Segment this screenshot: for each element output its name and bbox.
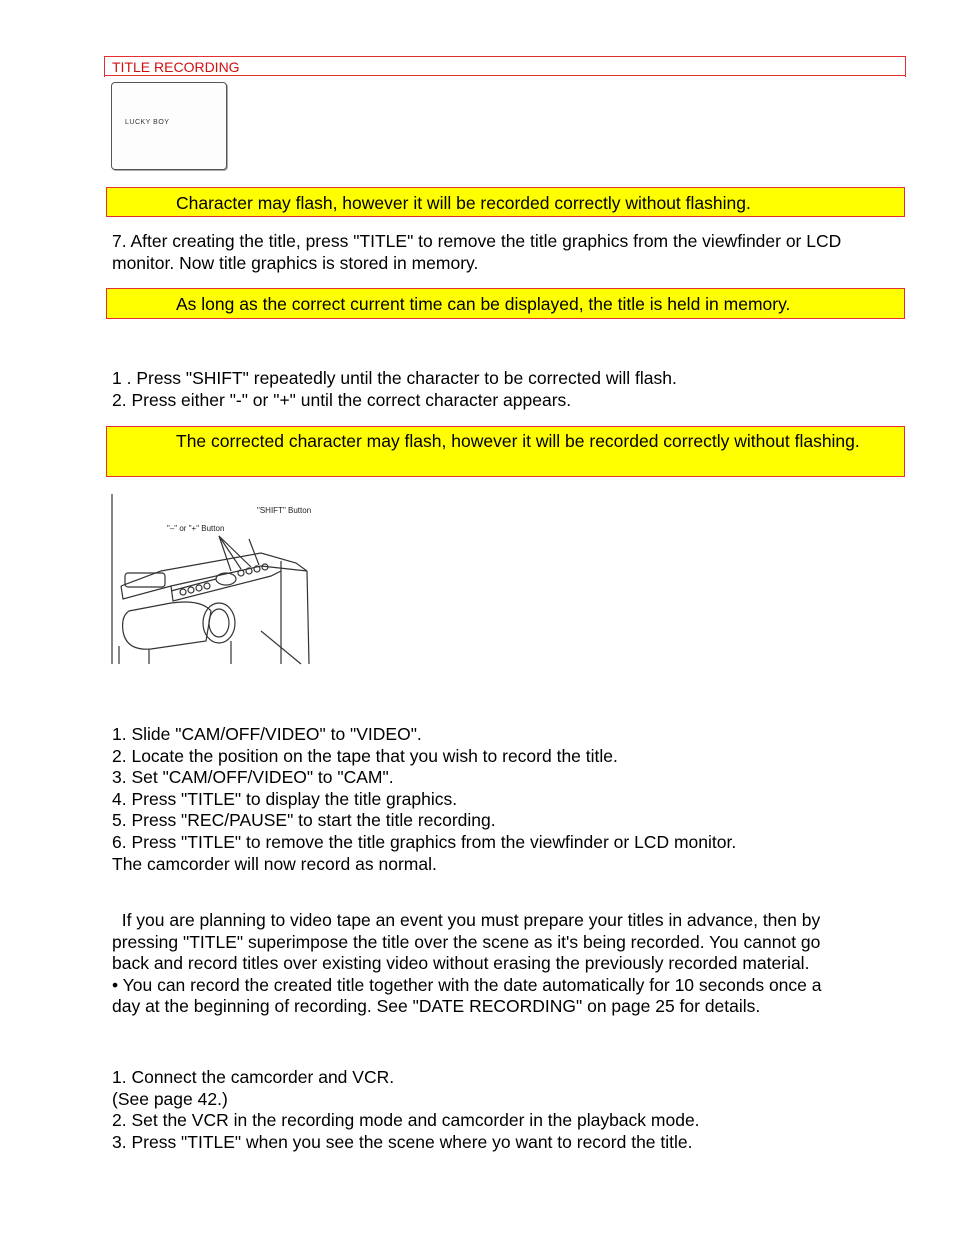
lcd-screen-illustration (111, 82, 227, 170)
record-steps (112, 724, 912, 875)
note-corrected (106, 426, 905, 477)
record-step: 3. Set "CAM/OFF/VIDEO" to "CAM". (112, 767, 394, 788)
record-step: 1. Slide "CAM/OFF/VIDEO" to "VIDEO". (112, 724, 422, 744)
vcr-step: 3. Press "TITLE" when you see the scene where yo want to record the title. (112, 1131, 693, 1152)
note-corrected-text: The corrected character may flash, however it will be recorded correctly without flashing. (176, 431, 860, 451)
section-title: TITLE RECORDING (112, 59, 240, 75)
note-memory (106, 288, 905, 319)
advice-line: back and record titles over existing video without erasing the previously recorded material. (112, 953, 810, 974)
plus-minus-button-label: "–" or "+" Button (167, 524, 225, 533)
step-7-line-1: 7. After creating the title, press "TITLE" to remove the title graphics from the viewfinder or LCD (112, 231, 842, 251)
step-7-paragraph (112, 231, 912, 274)
correction-steps (112, 368, 912, 411)
advice-line: • You can record the created title together with the date automatically for 10 seconds once a (112, 974, 822, 995)
camcorder-drawing (111, 491, 311, 666)
advice-paragraph (112, 910, 912, 1018)
shift-button-label: "SHIFT" Button (257, 506, 311, 515)
vcr-steps (112, 1067, 912, 1153)
correction-step: 1 . Press "SHIFT" repeatedly until the character to be corrected will flash. (112, 368, 677, 388)
record-step: The camcorder will now record as normal. (112, 853, 437, 874)
record-step: 6. Press "TITLE" to remove the title graphics from the viewfinder or LCD monitor. (112, 831, 737, 852)
advice-line: day at the beginning of recording. See "DATE RECORDING" on page 25 for details. (112, 996, 761, 1017)
vcr-step: 1. Connect the camcorder and VCR. (112, 1067, 395, 1087)
header-right-tick (905, 59, 906, 77)
header-left-tick (104, 59, 105, 77)
vcr-step: (See page 42.) (112, 1088, 228, 1109)
note-flash-text: Character may flash, however it will be recorded correctly without flashing. (176, 193, 751, 213)
record-step: 5. Press "REC/PAUSE" to start the title recording. (112, 810, 496, 831)
note-memory-text: As long as the correct current time can be displayed, the title is held in memory. (176, 294, 791, 314)
section-header (104, 56, 906, 76)
lcd-title-text: LUCKY BOY (125, 119, 170, 126)
correction-step: 2. Press either "-" or "+" until the correct character appears. (112, 389, 572, 410)
camcorder-buttons-illustration (111, 491, 311, 666)
advice-line: If you are planning to video tape an event you must prepare your titles in advance, then by (112, 910, 821, 930)
step-7-line-2: monitor. Now title graphics is stored in memory. (112, 252, 479, 273)
record-step: 2. Locate the position on the tape that you wish to record the title. (112, 745, 618, 766)
advice-line: pressing "TITLE" superimpose the title over the scene as it's being recorded. You cannot go (112, 931, 821, 952)
vcr-step: 2. Set the VCR in the recording mode and camcorder in the playback mode. (112, 1110, 700, 1131)
note-flash (106, 187, 905, 217)
record-step: 4. Press "TITLE" to display the title graphics. (112, 788, 458, 809)
